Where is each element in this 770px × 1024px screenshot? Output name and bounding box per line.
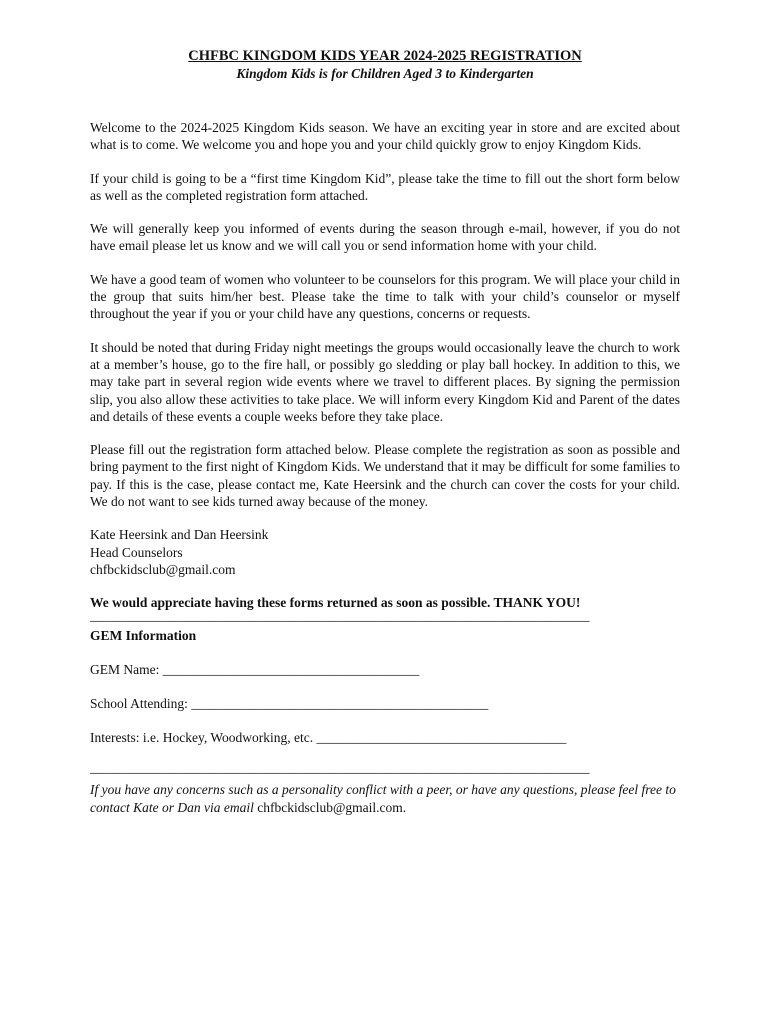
activities-paragraph: It should be noted that during Friday night meetings the groups would occasionally leave the church to work at a member’s house, go to the fire hall, or possibly go sledding or play ball hockey. In addition to this, we may take part in several region wide events where we travel to different places. By signing the permission slip, you also allow these activities to take place. We will inform every Kingdom Kid and Parent of the dates and details of these events a couple weeks before they take place. bbox=[90, 339, 680, 424]
signature-names: Kate Heersink and Dan Heersink bbox=[90, 527, 269, 543]
footer-italic-text: If you have any concerns such as a personality conflict with a peer, or have any questions, please feel free to contact Kate or Dan via email bbox=[90, 782, 676, 815]
gem-section-title: GEM Information bbox=[90, 628, 197, 644]
welcome-paragraph: Welcome to the 2024-2025 Kingdom Kids season. We have an exciting year in store and are excited about what is to come. We welcome you and hope you and your child quickly grow to enjoy Kingdom Kids. bbox=[90, 120, 680, 153]
signature-role: Head Counselors bbox=[90, 544, 183, 560]
school-attending-blank[interactable]: ____________________________________________ bbox=[191, 696, 489, 712]
document-subtitle: Kingdom Kids is for Children Aged 3 to Kindergarten bbox=[236, 66, 534, 81]
signature-block bbox=[90, 526, 680, 578]
gem-name-field[interactable] bbox=[90, 661, 680, 678]
gem-name-label: GEM Name: bbox=[90, 662, 163, 678]
gem-name-blank[interactable]: ______________________________________ bbox=[162, 662, 420, 678]
divider-line: __________________________________________________________________________ bbox=[90, 611, 590, 624]
interests-label: Interests: i.e. Hockey, Woodworking, etc. bbox=[90, 730, 317, 746]
interests-field[interactable] bbox=[90, 729, 680, 746]
footer-note bbox=[90, 781, 680, 816]
first-time-paragraph: If your child is going to be a “first time Kingdom Kid”, please take the time to fill out the short form below as well as the completed registration form attached. bbox=[90, 170, 680, 203]
interests-blank[interactable]: _____________________________________ bbox=[316, 730, 567, 746]
school-attending-label: School Attending: bbox=[90, 696, 192, 712]
footer-email: chfbckidsclub@gmail.com. bbox=[257, 799, 407, 815]
document-page bbox=[90, 47, 680, 816]
document-title: CHFBC KINGDOM KIDS YEAR 2024-2025 REGISTRATION bbox=[188, 48, 582, 64]
closing-note: We would appreciate having these forms returned as soon as possible. THANK YOU! bbox=[90, 595, 581, 611]
counselors-paragraph: We have a good team of women who volunteer to be counselors for this program. We will place your child in the group that suits him/her best. Please take the time to talk with your child’s counselor or myself throughout the year if you or your child have any questions, concerns or requests. bbox=[90, 271, 680, 322]
email-info-paragraph: We will generally keep you informed of events during the season through e-mail, however, if you do not have email please let us know and we will call you or send information home with your child. bbox=[90, 221, 680, 254]
footer-divider-line: __________________________________________________________________________ bbox=[90, 763, 590, 776]
payment-paragraph: Please fill out the registration form attached below. Please complete the registration as soon as possible and bring payment to the first night of Kingdom Kids. We understand that it may be difficult for some families to pay. If this is the case, please contact me, Kate Heersink and the church can cover the costs for your child. We do not want to see kids turned away because of the money. bbox=[90, 442, 680, 510]
signature-email: chfbckidsclub@gmail.com bbox=[90, 561, 236, 577]
school-attending-field[interactable] bbox=[90, 695, 680, 712]
